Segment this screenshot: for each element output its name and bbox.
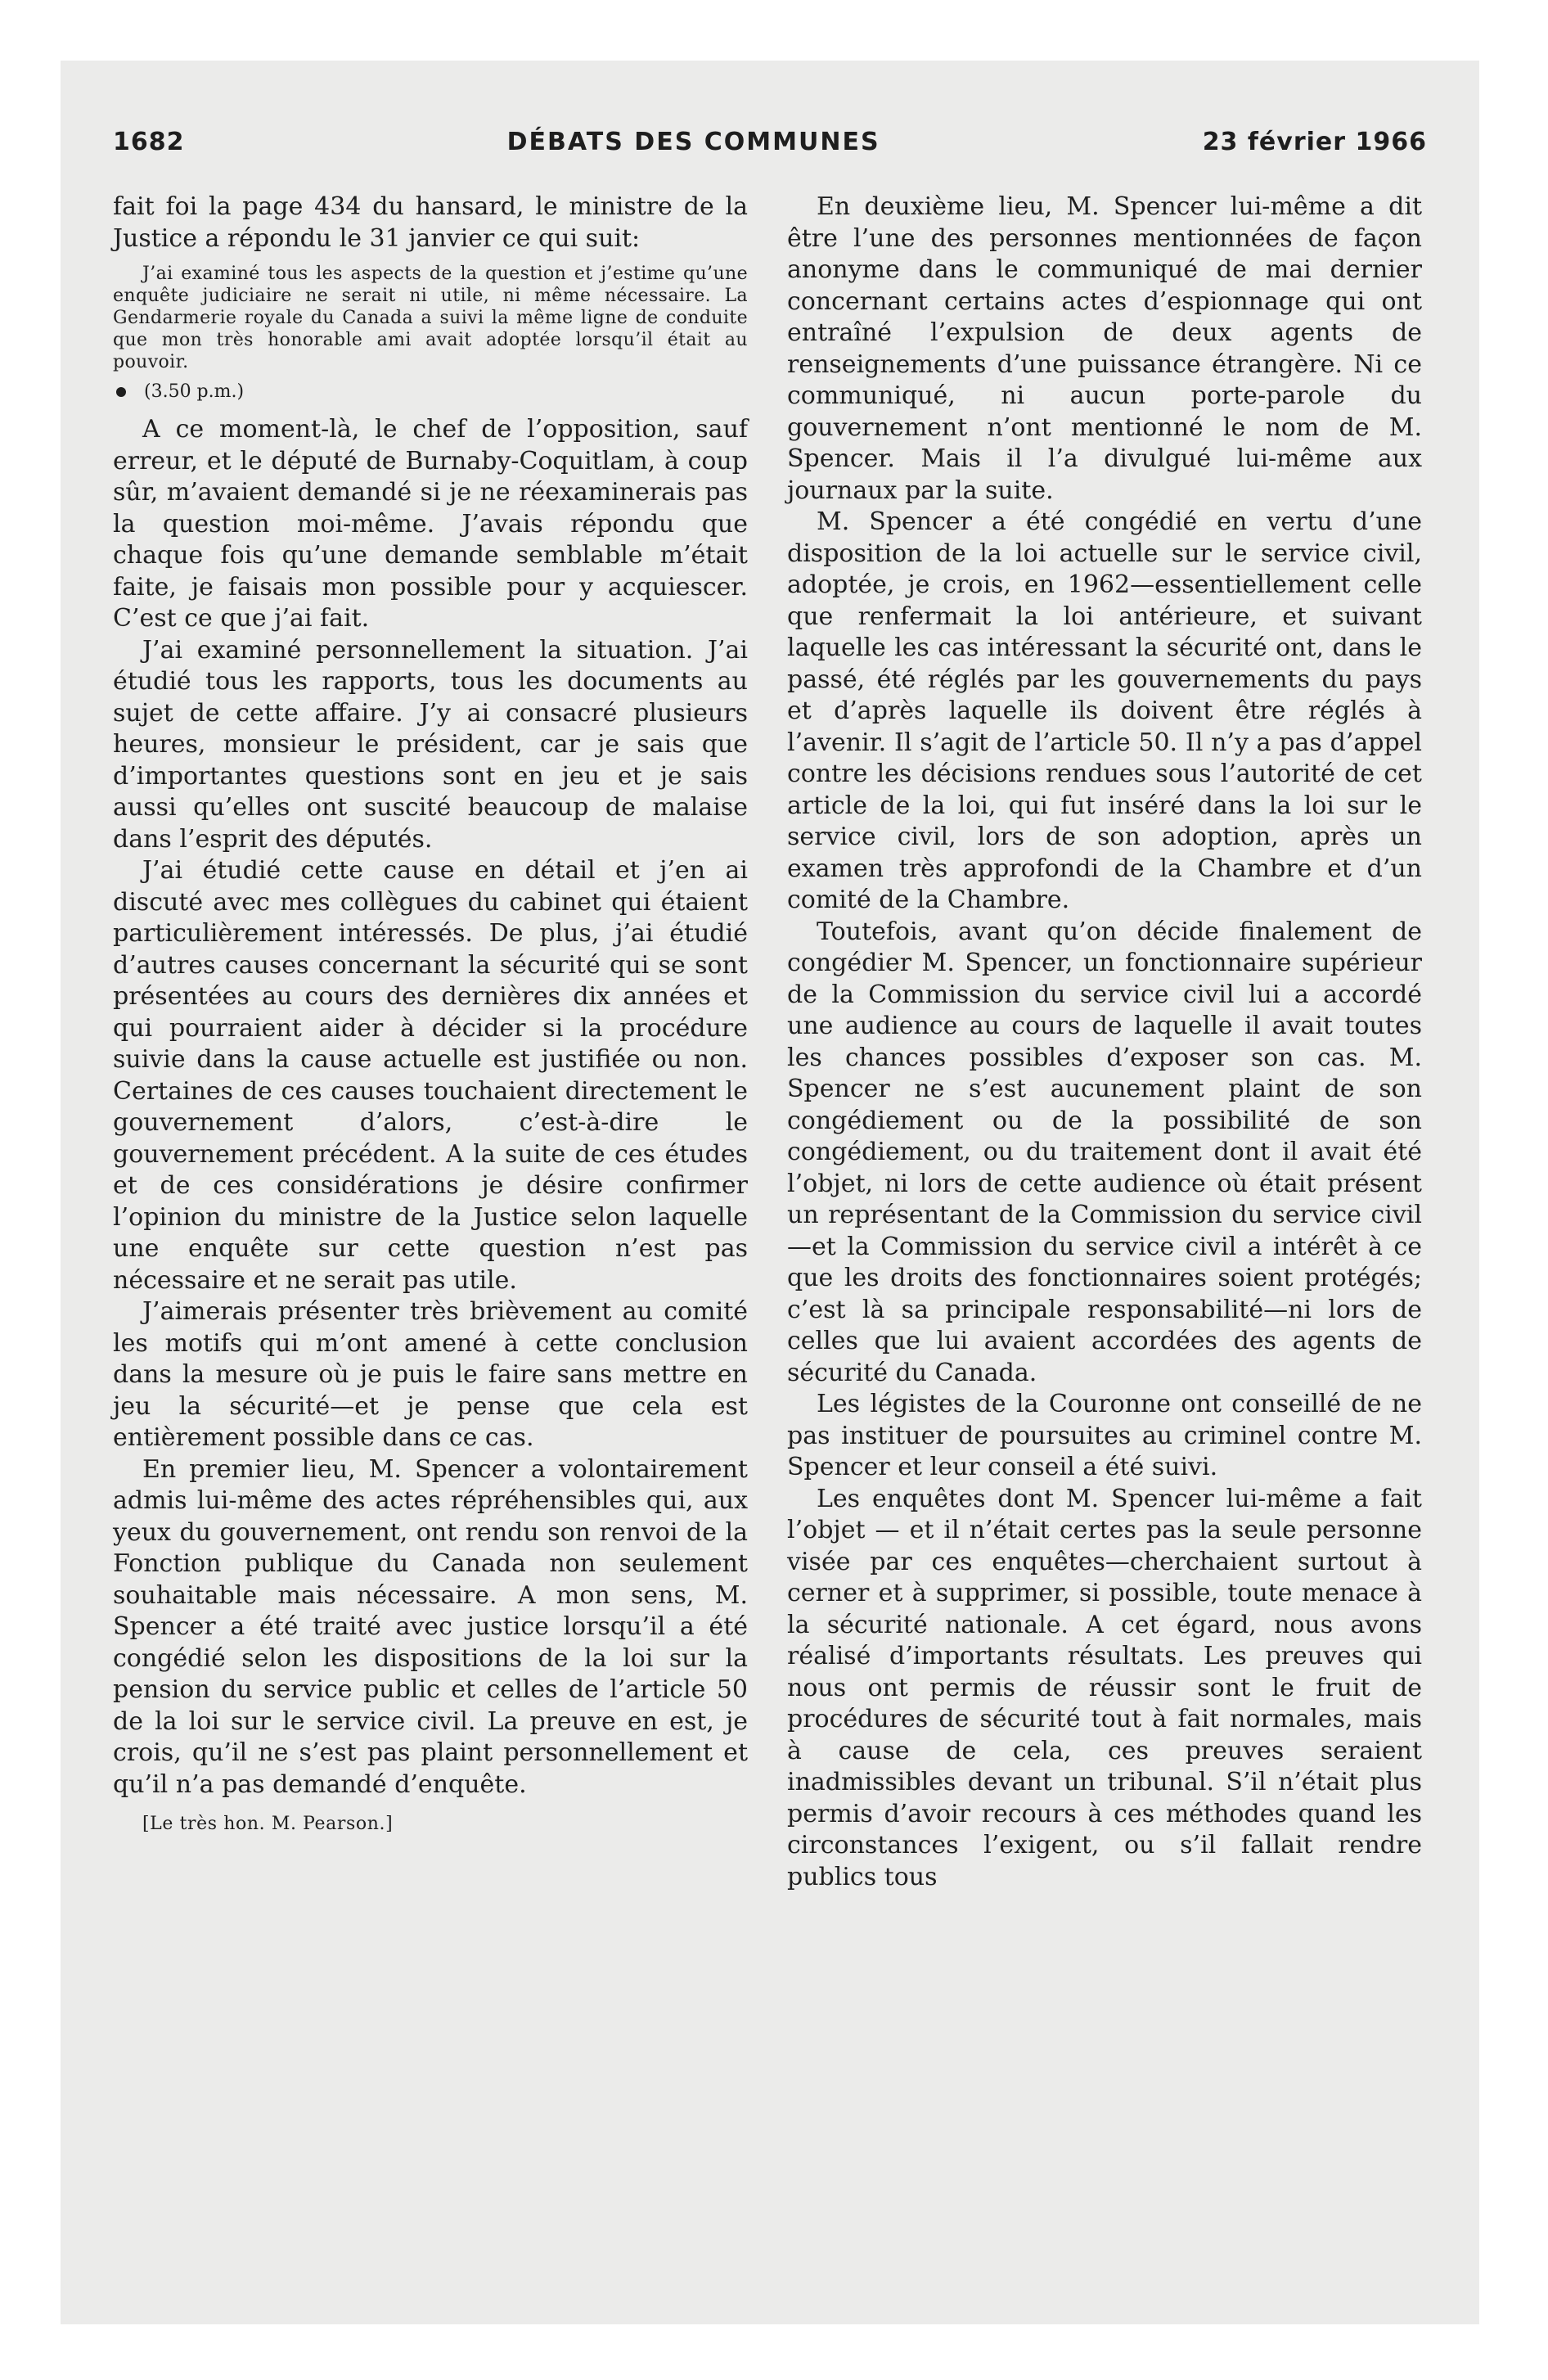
page-date: 23 février 1966 [1202, 128, 1427, 156]
intro-paragraph: fait foi la page 434 du hansard, le ministre de la Justice a répondu le 31 janvier ce qui suit: [113, 192, 748, 253]
paragraph: J’ai étudié cette cause en détail et j’en ai discuté avec mes collègues du cabinet qui étaient particulièrement intéressés. De plus, j’ai étudié d’autres causes concernant la sécurité qui se sont présentées au cours des dernières dix années et qui pourraient aider à décider si la procédure suivie dans la cause actuelle est justifiée ou non. Certaines de ces causes touchaient directement le gouvernement d’alors, c’est-à-dire le gouvernement précédent. A la suite de ces études et de ces considérations je désire confirmer l’opinion du ministre de la Justice selon laquelle une enquête sur cette question n’est pas nécessaire et ne serait pas utile. [113, 856, 748, 1295]
speaker-attribution: [Le très hon. M. Pearson.] [142, 1814, 394, 1834]
bullet-icon [116, 387, 126, 397]
journal-title: DÉBATS DES COMMUNES [506, 128, 880, 156]
paragraph: Les légistes de la Couronne ont conseillé de ne pas instituer de poursuites au criminel contre M. Spencer et leur conseil a été suivi. [787, 1390, 1422, 1481]
paragraph: J’aimerais présenter très brièvement au comité les motifs qui m’ont amené à cette conclusion dans la mesure où je puis le faire sans mettre en jeu la sécurité—et je pense que cela est entièrement possible dans ce cas. [113, 1297, 748, 1452]
paragraph: M. Spencer a été congédié en vertu d’une disposition de la loi actuelle sur le service civil, adoptée, je crois, en 1962—essentiellement celle que renfermait la loi antérieure, et suivant laquelle les cas intéressant la sécurité ont, dans le passé, été réglés par les gouvernements du pays et d’après laquelle ils doivent être réglés à l’avenir. Il s’agit de l’article 50. Il n’y a pas d’appel contre les décisions rendues sous l’autorité de cet article de la loi, qui fut inséré dans la loi sur le service civil, lors de son adoption, après un examen très approfondi de la Chambre et d’un comité de la Chambre. [787, 507, 1422, 914]
paragraph: J’ai examiné personnellement la situation. J’ai étudié tous les rapports, tous les documents au sujet de cette affaire. J’y ai consacré plusieurs heures, monsieur le président, car je sais que d’importantes questions sont en jeu et je sais aussi qu’elles ont suscité beaucoup de malaise dans l’esprit des députés. [113, 635, 748, 854]
block-quote: J’ai examiné tous les aspects de la question et j’estime qu’une enquête judiciaire ne serait ni utile, ni même nécessaire. La Gendarmerie royale du Canada a suivi la même ligne de conduite que mon très honorable ami avait adoptée lorsqu’il était au pouvoir. [113, 264, 748, 372]
right-column [787, 192, 1422, 1893]
paragraph: Les enquêtes dont M. Spencer lui-même a fait l’objet — et il n’était certes pas la seule personne visée par ces enquêtes—cherchaient surtout à cerner et à supprimer, si possible, toute menace à la sécurité nationale. A cet égard, nous avons réalisé d’importants résultats. Les preuves qui nous ont permis de réussir sont le fruit de procédures de sécurité tout à fait normales, mais à cause de cela, ces preuves seraient inadmissibles devant un tribunal. S’il n’était plus permis d’avoir recours à ces méthodes quand les circonstances l’exigent, ou s’il fallait rendre publics tous [787, 1484, 1422, 1891]
document-page [61, 61, 1479, 2324]
time-marker [113, 380, 748, 404]
paragraph: A ce moment-là, le chef de l’opposition, sauf erreur, et le député de Burnaby-Coquitlam, à coup sûr, m’avaient demandé si je ne réexaminerais pas la question moi-même. J’avais répondu que chaque fois qu’une demande semblable m’était faite, je faisais mon possible pour y acquiescer. C’est ce que j’ai fait. [113, 415, 748, 633]
page-number: 1682 [113, 128, 185, 156]
left-column [113, 192, 748, 1837]
paragraph: En premier lieu, M. Spencer a volontairement admis lui-même des actes répréhensibles qui, aux yeux du gouvernement, ont rendu son renvoi de la Fonction publique du Canada non seulement souhaitable mais nécessaire. A mon sens, M. Spencer a été traité avec justice lorsqu’il a été congédié selon les dispositions de la loi sur la pension du service public et celles de l’article 50 de la loi sur le service civil. La preuve en est, je crois, qu’il ne s’est pas plaint personnellement et qu’il n’a pas demandé d’enquête. [113, 1454, 748, 1799]
time-text: (3.50 p.m.) [144, 381, 245, 402]
page-header [113, 128, 1427, 156]
paragraph: En deuxième lieu, M. Spencer lui-même a dit être l’une des personnes mentionnées de façon anonyme dans le communiqué de mai dernier concernant certains actes d’espionnage qui ont entraîné l’expulsion de deux agents de renseignements d’une puissance étrangère. Ni ce communiqué, ni aucun porte-parole du gouvernement n’ont mentionné le nom de M. Spencer. Mais il l’a divulgué lui-même aux journaux par la suite. [787, 192, 1422, 505]
paragraph: Toutefois, avant qu’on décide finalement de congédier M. Spencer, un fonctionnaire supérieur de la Commission du service civil lui a accordé une audience au cours de laquelle il avait toutes les chances possibles d’exposer son cas. M. Spencer ne s’est aucunement plaint de son congédiement ou de la possibilité de son congédiement, ou du traitement dont il avait été l’objet, ni lors de cette audience où était présent un représentant de la Commission du service civil—et la Commission du service civil a intérêt à ce que les droits des fonctionnaires soient protégés; c’est là sa principale responsabilité—ni lors de celles que lui avaient accordées des agents de sécurité du Canada. [787, 917, 1422, 1387]
